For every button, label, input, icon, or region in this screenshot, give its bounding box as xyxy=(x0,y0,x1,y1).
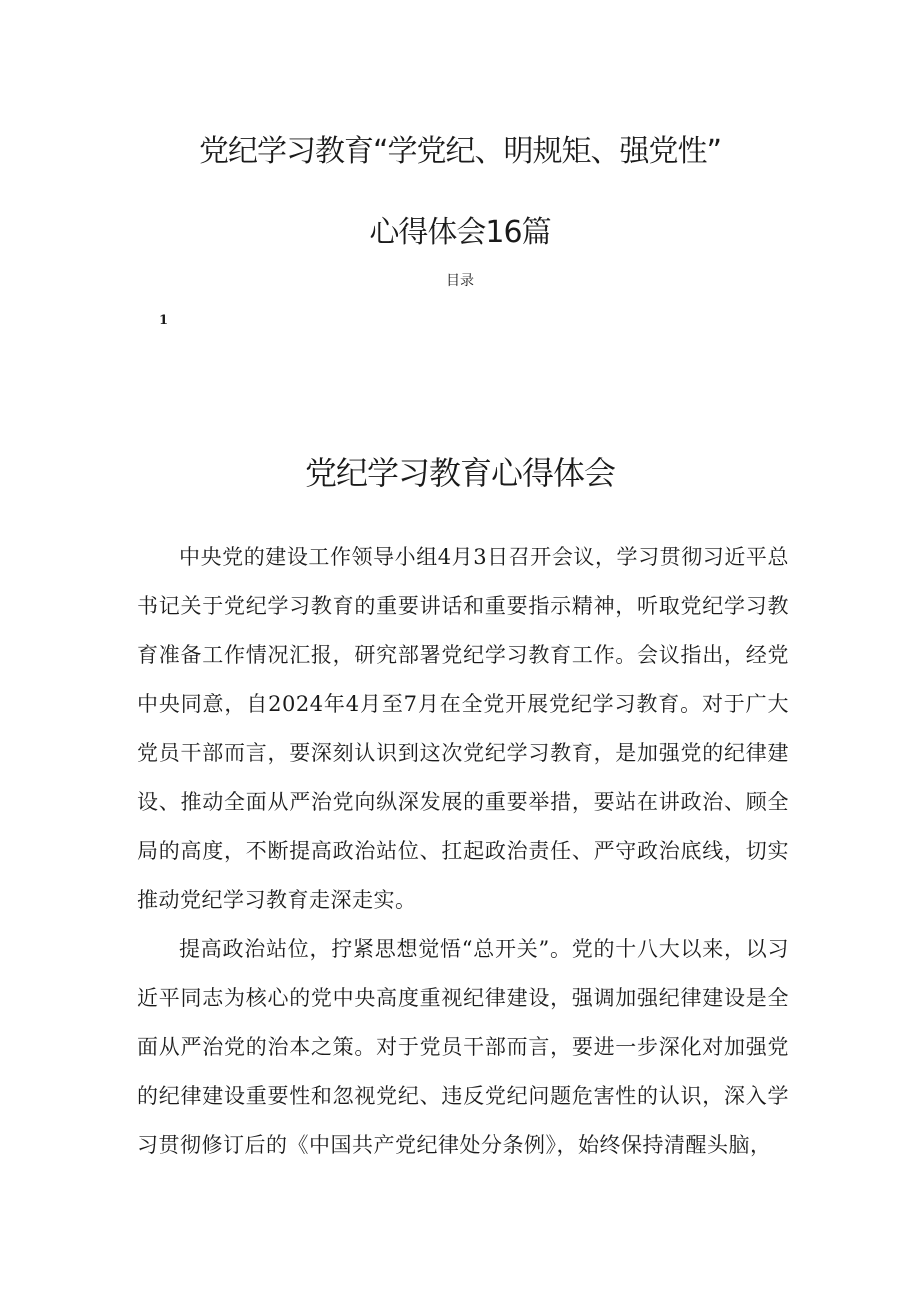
table-of-contents-label: 目录 xyxy=(446,273,474,289)
document-title-line-2: 心得体会16篇 xyxy=(369,215,551,250)
paragraph-1: 中央党的建设工作领导小组4月3日召开会议，学习贯彻习近平总书记关于党纪学习教育的重要讲话和重要指示精神，听取党纪学习教育准备工作情况汇报，研究部署党纪学习教育工作。会议指出，经党中央同意，自2024年4月至7月在全党开展党纪学习教育。对于广大党员干部而言，要深刻认识到这次党纪学习教育，是加强党的纪律建设、推动全面从严治党向纵深发展的重要举措，要站在讲政治、顾全局的高度，不断提高政治站位、扛起政治责任、严守政治底线，切实推动党纪学习教育走深走实。 xyxy=(137,545,789,912)
paragraph-2: 提高政治站位，拧紧思想觉悟“总开关”。党的十八大以来，以习近平同志为核心的党中央高度重视纪律建设，强调加强纪律建设是全面从严治党的治本之策。对于党员干部而言，要进一步深化对加强党的纪律建设重要性和忽视党纪、违反党纪问题危害性的认识，深入学习贯彻修订后的《中国共产党纪律处分条例》，始终保持清醒头脑， xyxy=(137,937,789,1157)
document-title-line-1: 党纪学习教育“学党纪、明规矩、强党性” xyxy=(198,134,722,169)
section-title: 党纪学习教育心得体会 xyxy=(304,454,615,492)
body-text xyxy=(137,533,789,1170)
table-of-contents-number: 1 xyxy=(159,313,169,328)
